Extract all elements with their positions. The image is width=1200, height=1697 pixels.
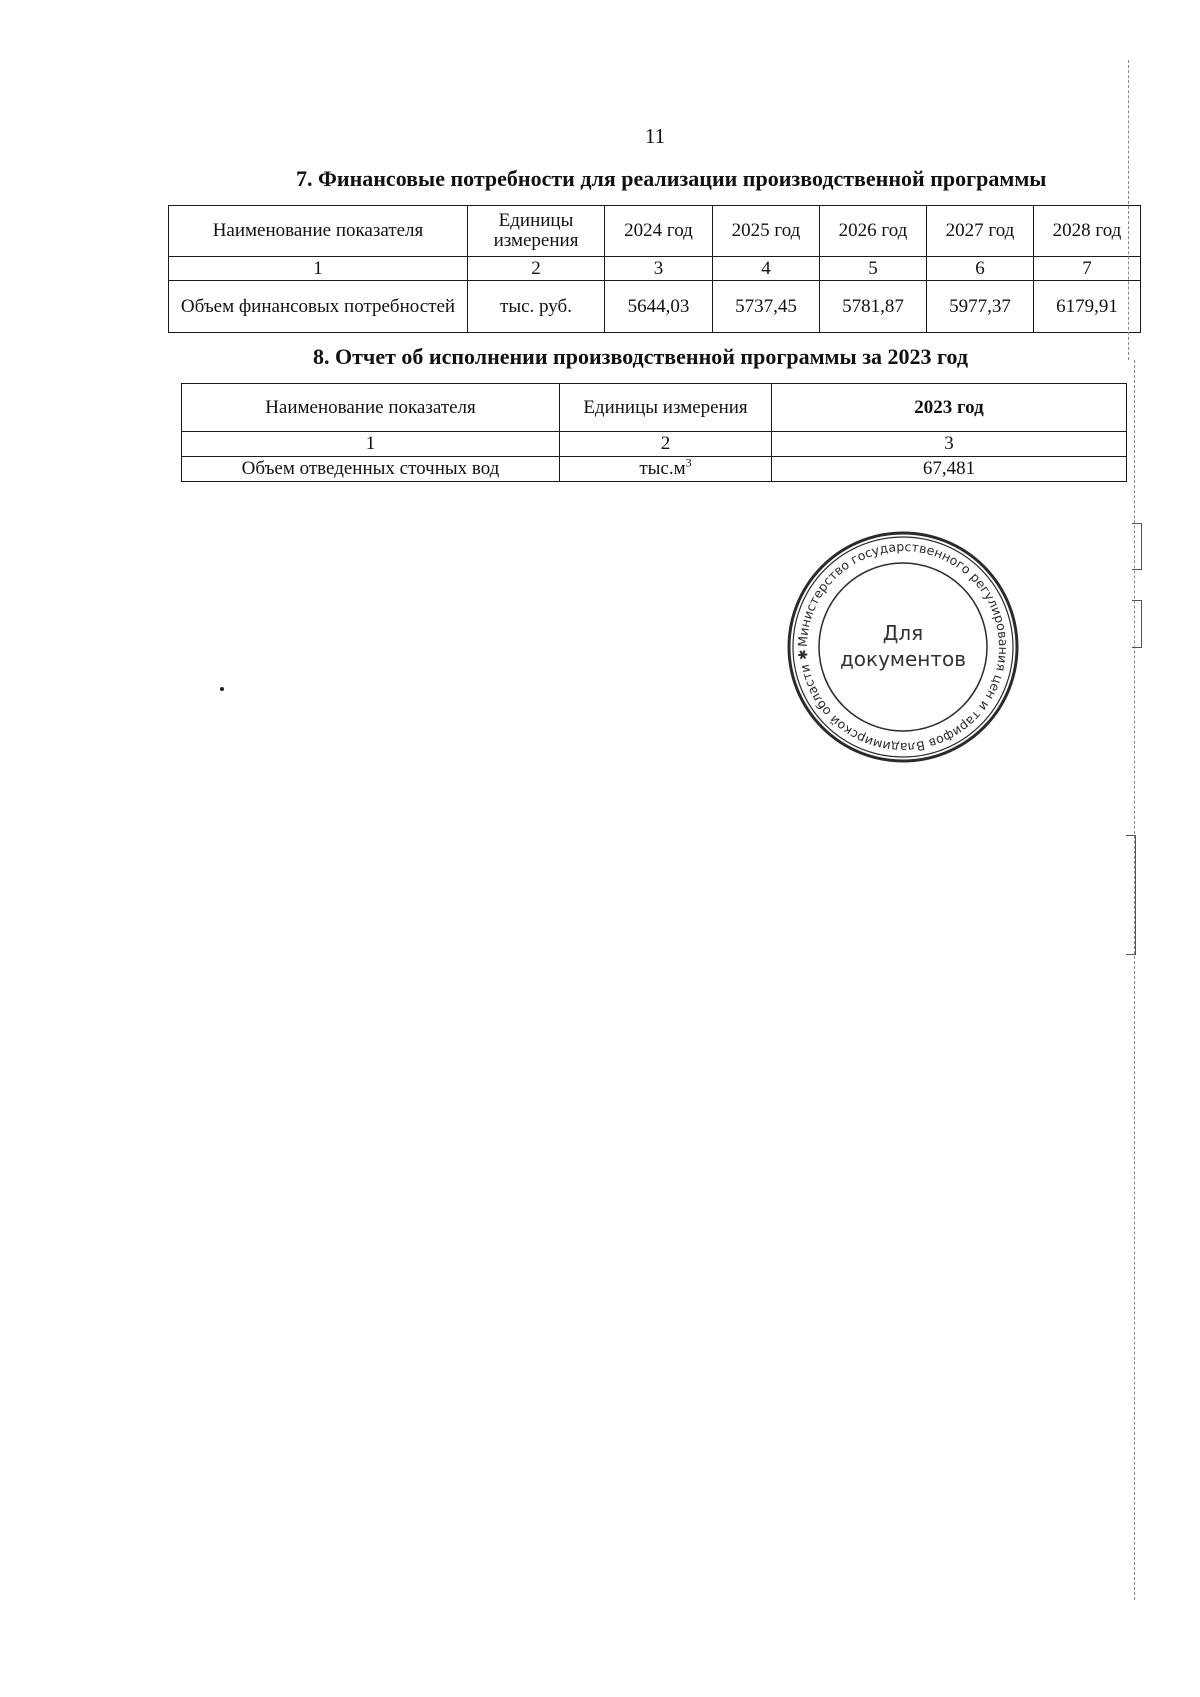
header-year-2023: 2023 год (772, 384, 1127, 432)
header-year-2027: 2027 год (927, 206, 1034, 257)
column-number: 3 (772, 432, 1127, 457)
seal-center-line-1: Для (882, 621, 924, 645)
column-number: 7 (1034, 257, 1141, 281)
header-unit: Единицы измерения (560, 384, 772, 432)
column-number: 3 (605, 257, 713, 281)
unit-text: тыс.м (639, 458, 686, 480)
column-number-row (182, 432, 1127, 457)
section-7-heading: 7. Финансовые потребности для реализации производственной программы (296, 166, 1047, 191)
header-year-2026: 2026 год (820, 206, 927, 257)
program-report-table (181, 383, 1127, 482)
column-number: 1 (169, 257, 468, 281)
header-unit: Единицы измерения (468, 206, 605, 257)
row-unit (560, 457, 772, 482)
scan-margin-line (1128, 60, 1129, 360)
header-year-2025: 2025 год (713, 206, 820, 257)
column-number: 5 (820, 257, 927, 281)
column-number: 4 (713, 257, 820, 281)
table-header-row (169, 206, 1141, 257)
header-indicator-name: Наименование показателя (169, 206, 468, 257)
scan-bracket-mark (1132, 523, 1142, 570)
value-2028: 6179,91 (1034, 281, 1141, 333)
header-year-2024: 2024 год (605, 206, 713, 257)
row-unit: тыс. руб. (468, 281, 605, 333)
table-row (182, 457, 1127, 482)
value-2027: 5977,37 (927, 281, 1034, 333)
value-2023: 67,481 (772, 457, 1127, 482)
seal-graphic (786, 530, 1020, 764)
official-seal (786, 530, 1020, 764)
value-2025: 5737,45 (713, 281, 820, 333)
seal-ring-text-path: Министерство государственного регулирования цен и тарифов Владимирской области ✱ (794, 538, 1012, 756)
scan-bracket-mark (1132, 600, 1142, 648)
column-number: 6 (927, 257, 1034, 281)
scan-speck (220, 687, 224, 691)
unit-superscript: 3 (685, 456, 692, 470)
row-indicator-name: Объем отведенных сточных вод (182, 457, 560, 482)
seal-center-line-2: документов (839, 647, 967, 671)
column-number: 2 (560, 432, 772, 457)
page-number: 11 (644, 124, 666, 148)
column-number: 2 (468, 257, 605, 281)
value-2026: 5781,87 (820, 281, 927, 333)
financial-needs-table (168, 205, 1141, 333)
value-2024: 5644,03 (605, 281, 713, 333)
header-indicator-name: Наименование показателя (182, 384, 560, 432)
scan-bracket-mark (1126, 835, 1136, 955)
table-header-row (182, 384, 1127, 432)
column-number: 1 (182, 432, 560, 457)
row-indicator-name: Объем финансовых потребностей (169, 281, 468, 333)
table-row (169, 281, 1141, 333)
header-year-2028: 2028 год (1034, 206, 1141, 257)
column-number-row (169, 257, 1141, 281)
section-8-heading: 8. Отчет об исполнении производственной программы за 2023 год (313, 344, 968, 369)
